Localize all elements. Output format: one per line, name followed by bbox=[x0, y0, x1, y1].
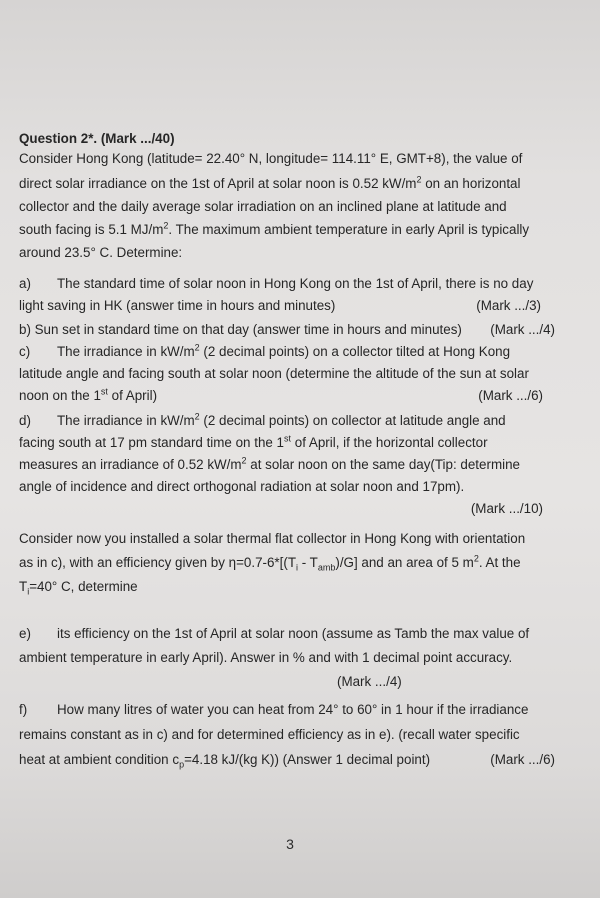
page-number: 3 bbox=[286, 836, 294, 852]
intro-line: direct solar irradiance on the 1st of April at solar noon is 0.52 $kW/m^2$ on an horizontal bbox=[19, 174, 521, 191]
part-text: The standard time of solar noon in Hong Kong on the 1st of April, there is no day bbox=[57, 276, 534, 291]
part-label: c) bbox=[19, 344, 31, 359]
part-text: light saving in HK (answer time in hours and minutes) bbox=[19, 298, 336, 313]
part-text: remains constant as in c) and for determined efficiency as in e). (recall water specific bbox=[19, 727, 520, 742]
collector-line: $T_i=40^\circ$ C, determine bbox=[19, 579, 138, 597]
intro-line: Consider Hong Kong (latitude= 22.40° N, longitude= 114.11° E, GMT+8), the value of bbox=[19, 151, 523, 166]
part-label: f) bbox=[19, 702, 28, 717]
mark-label: (Mark .../6) bbox=[490, 752, 555, 767]
mark-label: (Mark .../10) bbox=[470, 501, 543, 516]
intro-line: south facing is 5.1 $MJ/m^2$. The maximum ambient temperature in early April is typically bbox=[19, 220, 530, 237]
part-d: d) The irradiance in $kW/m^2$ (2 decimal points) on collector at latitude angle and facing south at 17 pm standard time on the 1st of April, if the horizontal collector measures an irradiance of 0.52 $kW/m^2$ at solar noon on the same day(Tip: determine angle of incidence and direct orthogonal radiation at solar noon and 17pm). (Mark .../10) bbox=[19, 410, 555, 520]
collector-line: as in c), with an efficiency given by $\eta=0.7-6*[(T_i - T_{amb})/G]$ and an area of 5 $m^2$. At the bbox=[19, 553, 521, 573]
intro-line: around 23.5° C. Determine: bbox=[19, 245, 183, 260]
part-c: c) The irradiance in $kW/m^2$ (2 decimal points) on a collector tilted at Hong Kong latitude angle and facing south at solar noon (determine the altitude of the sun at solar noon on the 1st of April) (Mark .../6) bbox=[19, 341, 555, 407]
collector-line: Consider now you installed a solar thermal flat collector in Hong Kong with orientation bbox=[19, 531, 526, 546]
mark-label: (Mark .../6) bbox=[478, 388, 543, 403]
mark-label: (Mark .../3) bbox=[476, 298, 541, 313]
question-title: Question 2*. (Mark .../40) bbox=[19, 131, 175, 146]
part-text: its efficiency on the 1st of April at solar noon (assume as Tamb the max value of bbox=[57, 626, 530, 641]
part-label: e) bbox=[19, 626, 31, 641]
part-a bbox=[19, 273, 555, 317]
part-text: ambient temperature in early April). Answer in % and with 1 decimal point accuracy. bbox=[19, 650, 513, 665]
part-label: a) bbox=[19, 276, 31, 291]
intro-line: collector and the daily average solar irradiation on an inclined plane at latitude and bbox=[19, 199, 507, 214]
part-e bbox=[19, 622, 555, 694]
part-text: b) Sun set in standard time on that day (answer time in hours and minutes) bbox=[19, 322, 462, 337]
part-text: How many litres of water you can heat from 24° to 60° in 1 hour if the irradiance bbox=[57, 702, 529, 717]
part-text: latitude angle and facing south at solar noon (determine the altitude of the sun at solar bbox=[19, 366, 529, 381]
mark-label: (Mark .../4) bbox=[490, 322, 555, 337]
collector-paragraph bbox=[19, 527, 555, 599]
part-text: angle of incidence and direct orthogonal radiation at solar noon and 17pm). bbox=[19, 479, 465, 494]
question-intro bbox=[19, 128, 555, 264]
part-label: d) bbox=[19, 413, 31, 428]
mark-label: (Mark .../4) bbox=[337, 674, 402, 689]
part-b bbox=[19, 319, 555, 341]
part-f: f) How many litres of water you can heat from 24° to 60° in 1 hour if the irradiance remains constant as in c) and for determined efficiency as in e). (recall water specific heat at ambient condition $c_p=4.18$ kJ/(kg K)) (Answer 1 decimal point) (Mark .../6) bbox=[19, 697, 555, 772]
